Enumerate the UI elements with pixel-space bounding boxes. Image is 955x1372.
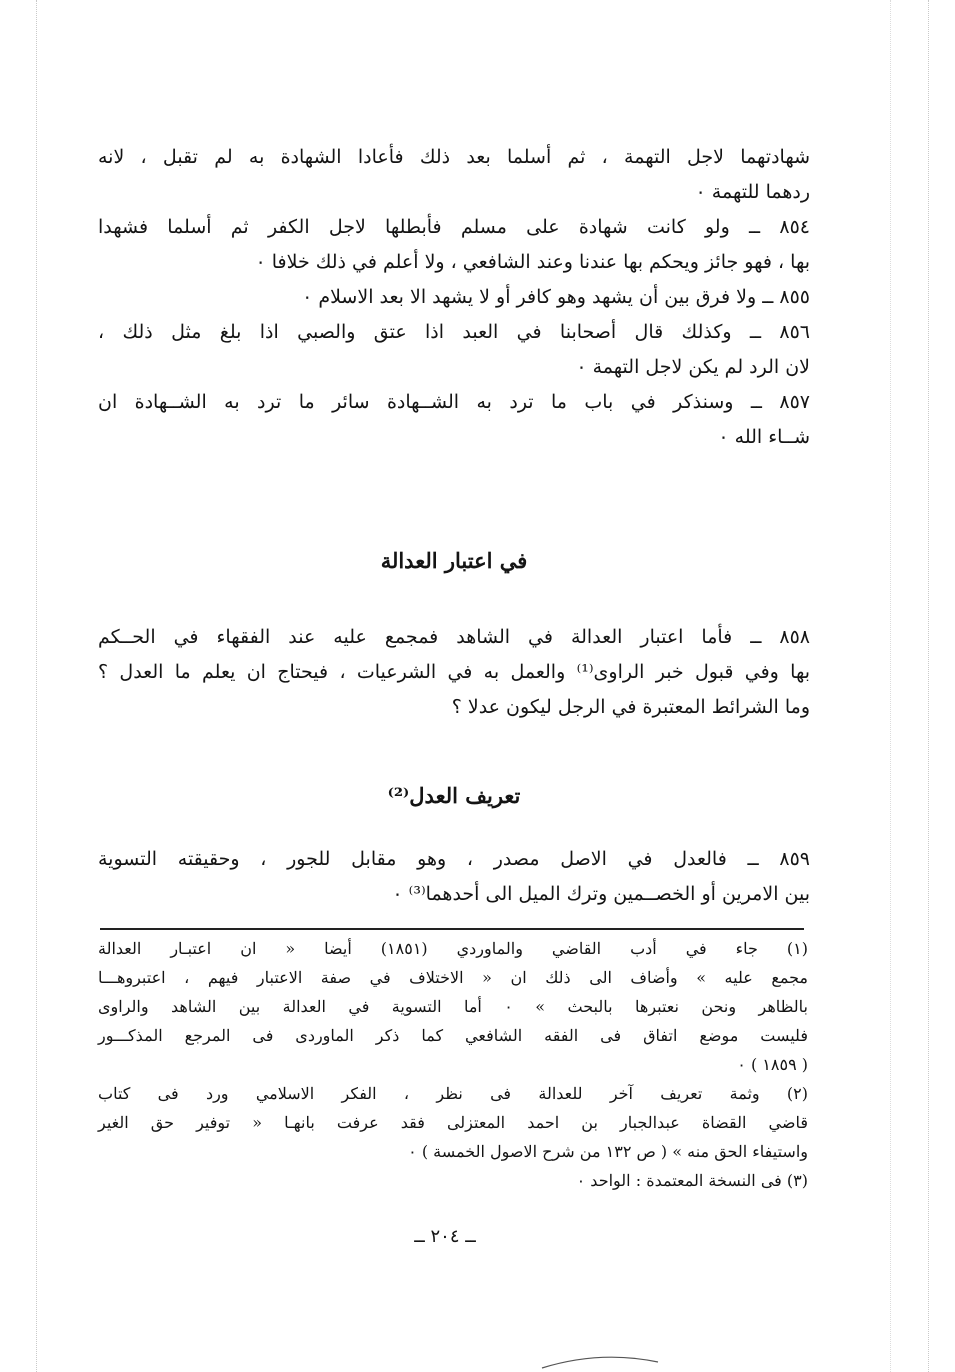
footnotes xyxy=(98,934,808,1195)
footnote-line: (١) جاء في أدب القاضي والماوردي (١٨٥١) أيضا « ان اعتبـار العدالة xyxy=(98,939,809,958)
footnote-line: قاضي القضاة عبدالجبار بن احمد المعتزلى فقد عرفت بانهـا « توفير حق الغير xyxy=(98,1113,808,1132)
text-line: شــاء الله ٠ xyxy=(718,426,810,448)
text-line: بين الامرين أو الخصــمين وترك الميل الى أحدهما⁽³⁾ ٠ xyxy=(392,883,810,905)
page-number: ــ ٢٠٤ ــ xyxy=(414,1226,476,1247)
text-line: ٨٥٦ ــ وكذلك قال أصحابنا في العبد اذا عتق والصبي اذا بلغ مثل ذلك ، xyxy=(98,321,810,343)
text-line: ٨٥٤ ــ ولو كانت شهادة على مسلم فأبطلها لاجل الكفر ثم أسلما فشهدا xyxy=(98,216,810,238)
section-heading-justice-consideration: في اعتبار العدالة xyxy=(380,548,528,573)
footnote-line: (٢) وثمة تعريف آخر للعدالة فى نظر ، الفكر الاسلامي ورد فى كتاب xyxy=(98,1084,808,1103)
scan-curve-artifact xyxy=(540,1350,660,1370)
footnote-line: (٣) فى النسخة المعتمدة : الواحد ٠ xyxy=(576,1171,808,1190)
footnote-line: فليست موضع اتفاق فى الفقه الشافعي كما ذكر الماوردى فى المرجع المذكـــور xyxy=(98,1026,809,1045)
middle-paragraph xyxy=(98,620,810,725)
text-line: بها وفي قبول خبر الراوى⁽¹⁾ والعمل به في الشرعيات ، فيحتاج ان يعلم ما العدل ؟ xyxy=(98,661,810,683)
scan-edge-left xyxy=(36,0,37,1372)
text-line: شهادتهما لاجل التهمة ، ثم أسلما بعد ذلك فأعادا الشهادة به لم تقبل ، لانه xyxy=(98,146,811,168)
footnote-line: واستيفاء الحق منه » ( ص ١٣٢ من شرح الاصول الخمسة ) ٠ xyxy=(408,1142,808,1161)
footnote-line: بالظاهر ونحن نعتبرها بالبحث » ٠ أما التسوية في العدالة بين الشاهد والراوى xyxy=(98,997,808,1016)
text-line: ردهما للتهمة ٠ xyxy=(695,181,810,203)
text-line: ٨٥٧ ــ وسنذكر في باب ما ترد به الشــهادة سائر ما ترد به الشــهادة ان xyxy=(98,391,810,413)
text-line: ٨٥٥ ــ ولا فرق بين أن يشهد وهو كافر أو لا يشهد الا بعد الاسلام ٠ xyxy=(302,286,810,308)
scan-edge-right-inner xyxy=(890,0,891,1372)
text-line: ٨٥٩ ــ فالعدل في الاصل مصدر ، وهو مقابل للجور ، وحقيقته التسوية xyxy=(98,848,810,870)
section-heading-definition: تعريف العدل⁽²⁾ xyxy=(387,783,521,808)
scan-edge-right xyxy=(928,0,929,1372)
text-line: وما الشرائط المعتبرة في الرجل ليكون عدلا ؟ xyxy=(451,696,810,718)
bottom-paragraph xyxy=(98,842,810,912)
footnote-line: ( ١٨٥٩ ) ٠ xyxy=(737,1055,808,1074)
text-line: ٨٥٨ ــ فأما اعتبار العدالة في الشاهد فمجمع عليه عند الفقهاء في الحــكم xyxy=(98,626,810,648)
text-line: بها ، فهو جائز ويحكم بها عندنا وعند الشافعي ، ولا أعلم في ذلك خلافا ٠ xyxy=(255,251,810,273)
top-paragraphs xyxy=(98,140,810,455)
footnote-line: مجمع عليه » وأضاف الى ذلك ان « الاختلاف في صفة الاعتبار فيهم ، اعتبروهـــا xyxy=(98,968,808,987)
footnote-divider xyxy=(100,928,804,930)
text-line: لان الرد لم يكن لاجل التهمة ٠ xyxy=(576,356,810,378)
